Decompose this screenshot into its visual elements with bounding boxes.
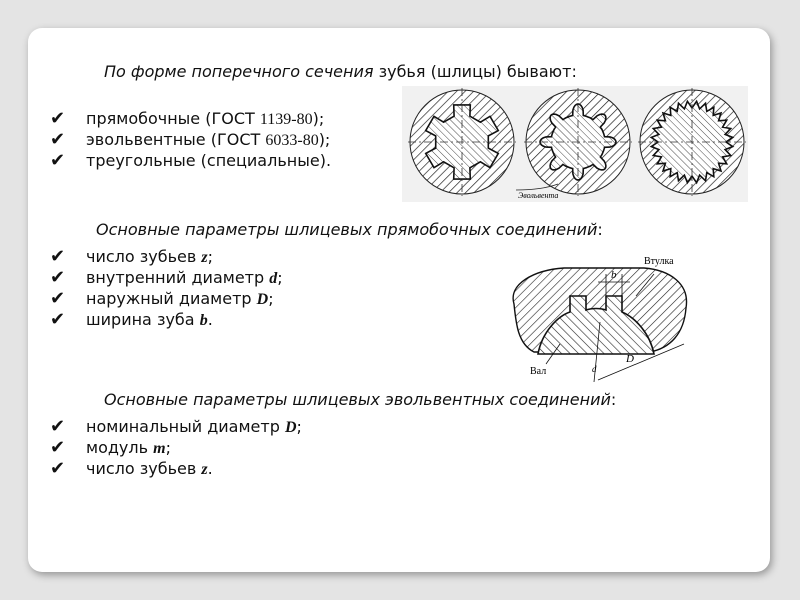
section2-heading: Основные параметры шлицевых прямобочных соединений: bbox=[96, 220, 603, 239]
spline-profiles-figure bbox=[402, 86, 748, 202]
list-item: ✔ модуль m; bbox=[50, 437, 171, 458]
check-icon: ✔ bbox=[50, 458, 66, 479]
list-item: ✔ наружный диаметр D; bbox=[50, 288, 274, 309]
section1-list bbox=[50, 108, 331, 171]
list-item: ✔ число зубьев z. bbox=[50, 458, 213, 479]
involute-label: Эвольвента bbox=[518, 191, 559, 200]
list-item: ✔ число зубьев z; bbox=[50, 246, 214, 267]
spline-joint-section-figure bbox=[494, 244, 702, 384]
section3-heading: Основные параметры шлицевых эвольвентных соединений: bbox=[104, 390, 617, 409]
section1-heading-italic: По форме поперечного сечения bbox=[104, 62, 374, 81]
list-item: ✔ эвольвентные (ГОСТ 6033-80); bbox=[50, 129, 331, 150]
check-icon: ✔ bbox=[50, 246, 66, 267]
check-icon: ✔ bbox=[50, 288, 66, 309]
list-item: ✔ внутренний диаметр d; bbox=[50, 267, 283, 288]
section2-list bbox=[50, 246, 283, 330]
list-item: ✔ прямобочные (ГОСТ 1139-80); bbox=[50, 108, 325, 129]
check-icon: ✔ bbox=[50, 437, 66, 458]
check-icon: ✔ bbox=[50, 129, 66, 150]
d-dimension-label: d bbox=[592, 364, 597, 374]
section1-heading bbox=[104, 62, 577, 81]
shaft-label: Вал bbox=[530, 366, 547, 377]
check-icon: ✔ bbox=[50, 267, 66, 288]
check-icon: ✔ bbox=[50, 150, 66, 171]
b-dimension-label: b bbox=[611, 269, 617, 281]
D-dimension-label: D bbox=[626, 353, 634, 365]
section3-list bbox=[50, 416, 302, 479]
list-item: ✔ номинальный диаметр D; bbox=[50, 416, 302, 437]
check-icon: ✔ bbox=[50, 108, 66, 129]
check-icon: ✔ bbox=[50, 309, 66, 330]
slide bbox=[28, 28, 770, 572]
section1-heading-rest: зубья (шлицы) бывают: bbox=[373, 62, 577, 81]
list-item: ✔ треугольные (специальные). bbox=[50, 150, 332, 171]
bushing-label: Втулка bbox=[644, 256, 674, 267]
check-icon: ✔ bbox=[50, 416, 66, 437]
list-item: ✔ ширина зуба b. bbox=[50, 309, 213, 330]
